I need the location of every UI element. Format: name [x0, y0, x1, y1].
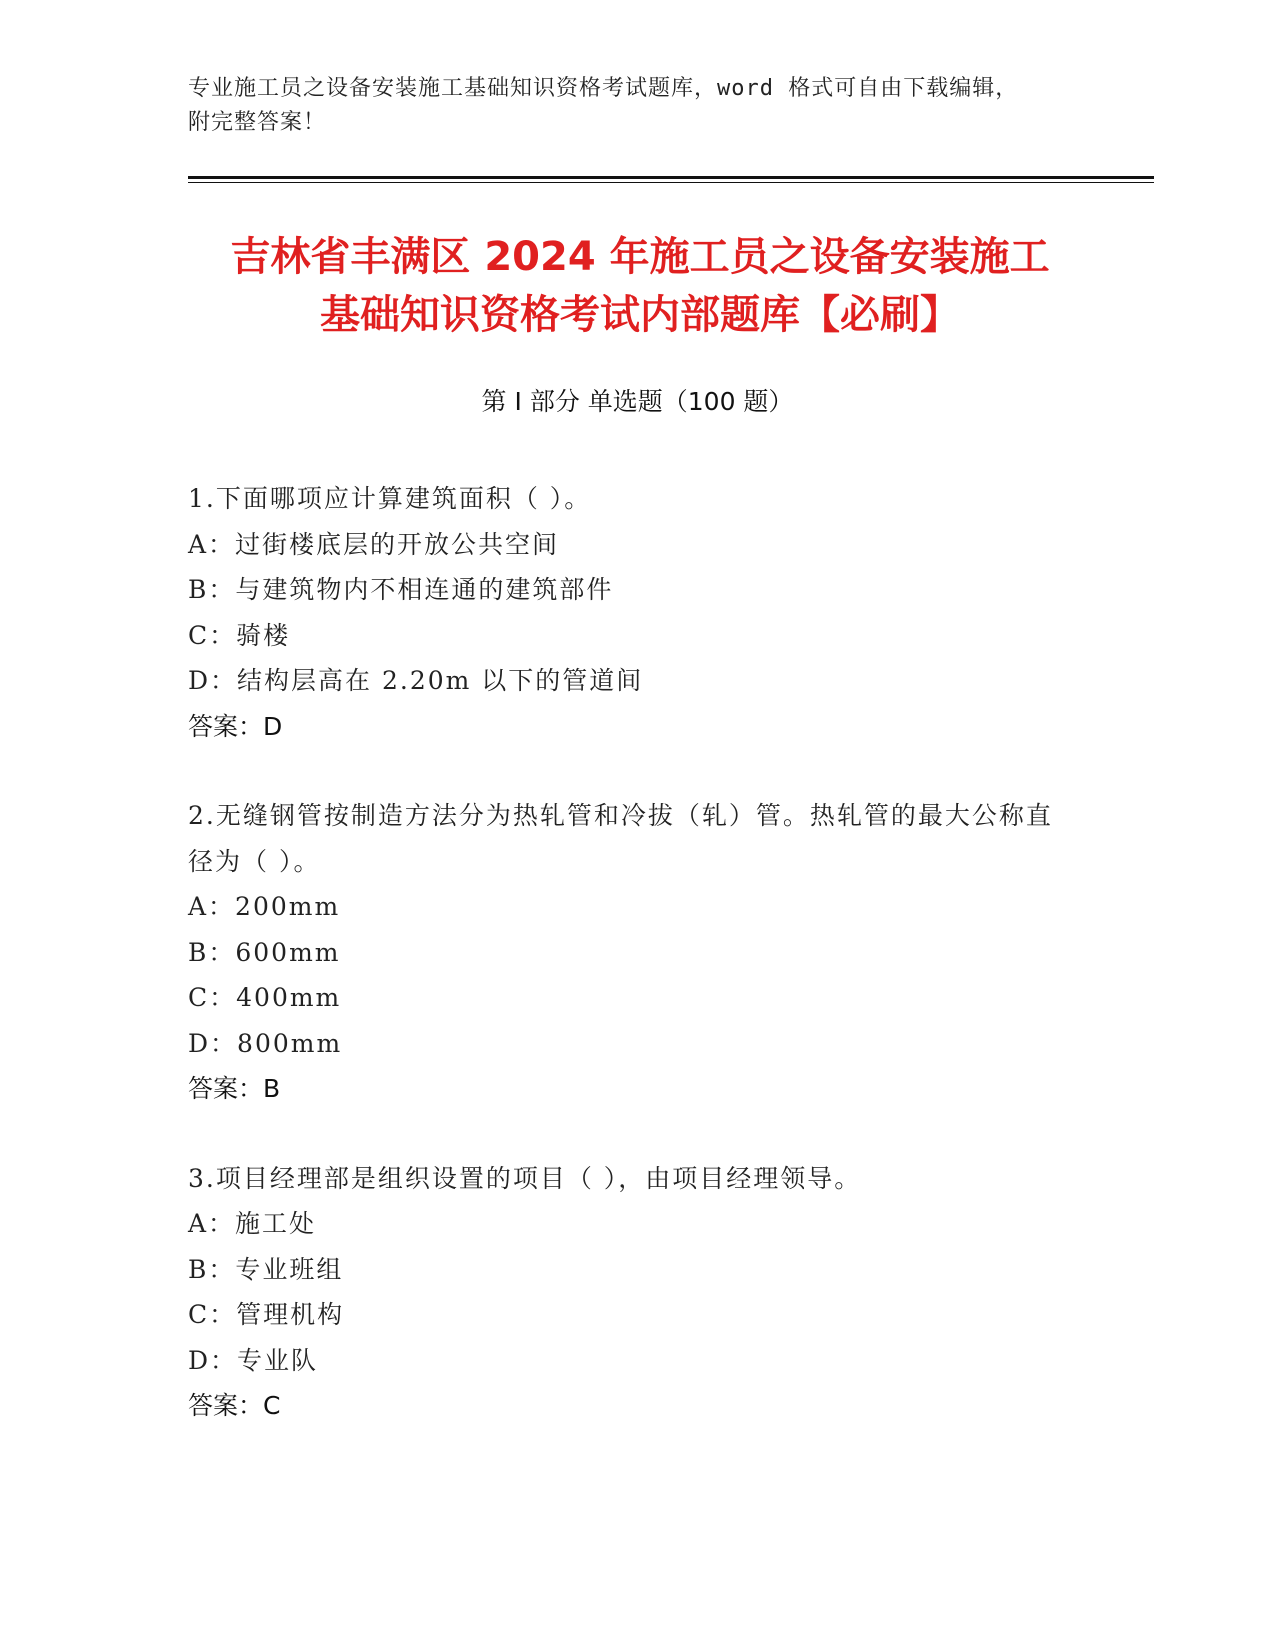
option-d: D：结构层高在 2.20m 以下的管道间 [188, 666, 644, 695]
section-title: 第 I 部分 单选题（100 题） [481, 387, 794, 416]
option-d: D：专业队 [188, 1345, 319, 1375]
header-note [188, 72, 1108, 140]
answer-key: 答案：D [188, 711, 283, 741]
option-b: B：与建筑物内不相连通的建筑部件 [188, 575, 614, 604]
option-c: C：骑楼 [188, 620, 291, 650]
document-title-line-2: 基础知识资格考试内部题库【必刷】 [320, 292, 960, 338]
question-3 [188, 1156, 1068, 1429]
header-divider-thin [188, 182, 1154, 183]
question-list [188, 476, 1068, 1473]
option-c: C：管理机构 [188, 1300, 345, 1329]
document-title [150, 228, 1130, 344]
answer-key: 答案：B [188, 1074, 281, 1103]
question-stem: 3.项目经理部是组织设置的项目（ ），由项目经理领导。 [188, 1163, 862, 1193]
header-divider-thick [188, 176, 1154, 179]
option-a: A：200mm [188, 892, 341, 921]
option-a: A：施工处 [188, 1209, 317, 1238]
option-b: B：600mm [188, 937, 341, 967]
question-stem: 1.下面哪项应计算建筑面积（ ）。 [188, 484, 592, 513]
document-title-line-1: 吉林省丰满区 2024 年施工员之设备安装施工 [230, 234, 1050, 280]
question-2 [188, 793, 1068, 1112]
option-b: B：专业班组 [188, 1254, 344, 1284]
option-a: A：过街楼底层的开放公共空间 [188, 529, 560, 559]
option-c: C：400mm [188, 983, 342, 1012]
option-d: D：800mm [188, 1028, 343, 1058]
question-1 [188, 476, 1068, 749]
header-note-line-2: 附完整答案！ [188, 110, 327, 135]
answer-key: 答案：C [188, 1391, 281, 1420]
question-stem: 2.无缝钢管按制造方法分为热轧管和冷拔（轧）管。热轧管的最大公称直径为（ ）。 [188, 801, 1053, 876]
header-note-line-1: 专业施工员之设备安装施工基础知识资格考试题库，word 格式可自由下载编辑， [188, 76, 1019, 101]
